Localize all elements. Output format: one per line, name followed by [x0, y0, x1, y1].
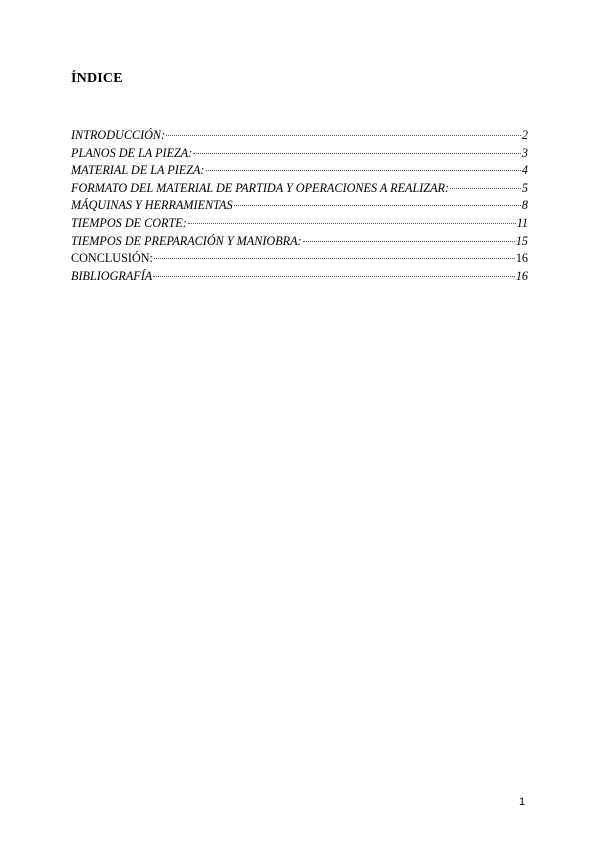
dot-leader — [153, 276, 515, 277]
toc-entry[interactable] — [71, 146, 528, 164]
toc-entry[interactable] — [71, 269, 528, 287]
toc-entry-page: 4 — [521, 163, 528, 178]
dot-leader — [234, 205, 521, 206]
toc-entry-page: 11 — [516, 215, 528, 230]
toc-entry[interactable] — [71, 234, 528, 252]
toc-entry-page: 5 — [521, 180, 528, 195]
toc-entry[interactable] — [71, 216, 528, 234]
toc-entry-page: 3 — [521, 145, 528, 160]
toc-entry[interactable] — [71, 128, 528, 146]
dot-leader — [450, 188, 521, 189]
toc-entry-page: 8 — [521, 198, 528, 213]
toc-entry[interactable] — [71, 163, 528, 181]
toc-entry-page: 16 — [515, 268, 528, 283]
toc-entry[interactable] — [71, 198, 528, 216]
toc-entry-page: 15 — [515, 233, 528, 248]
toc-entry-title: CONCLUSIÓN: — [71, 251, 153, 266]
dot-leader — [154, 258, 515, 259]
toc-entry-title: TIEMPOS DE CORTE: — [71, 215, 187, 230]
toc-entry-title: TIEMPOS DE PREPARACIÓN Y MANIOBRA: — [71, 233, 302, 248]
toc-entry[interactable] — [71, 251, 528, 269]
toc-entry-title: PLANOS DE LA PIEZA: — [71, 145, 193, 160]
toc-entry-title: FORMATO DEL MATERIAL DE PARTIDA Y OPERACIONES A REALIZAR: — [71, 180, 450, 195]
page-number: 1 — [519, 796, 526, 808]
toc-entry[interactable] — [71, 181, 528, 199]
toc-entry-page: 16 — [515, 251, 528, 266]
toc-entry-page: 2 — [521, 128, 528, 142]
table-of-contents — [71, 128, 528, 286]
toc-entry-title: INTRODUCCIÓN: — [71, 128, 166, 142]
dot-leader — [188, 223, 516, 224]
toc-entry-title: BIBLIOGRAFÍA — [71, 268, 153, 283]
dot-leader — [303, 241, 515, 242]
toc-entry-title: MÁQUINAS Y HERRAMIENTAS — [71, 198, 233, 213]
dot-leader — [193, 153, 521, 154]
toc-entry-title: MATERIAL DE LA PIEZA: — [71, 163, 205, 178]
dot-leader — [166, 135, 521, 136]
dot-leader — [206, 170, 521, 171]
toc-heading: ÍNDICE — [71, 71, 123, 86]
